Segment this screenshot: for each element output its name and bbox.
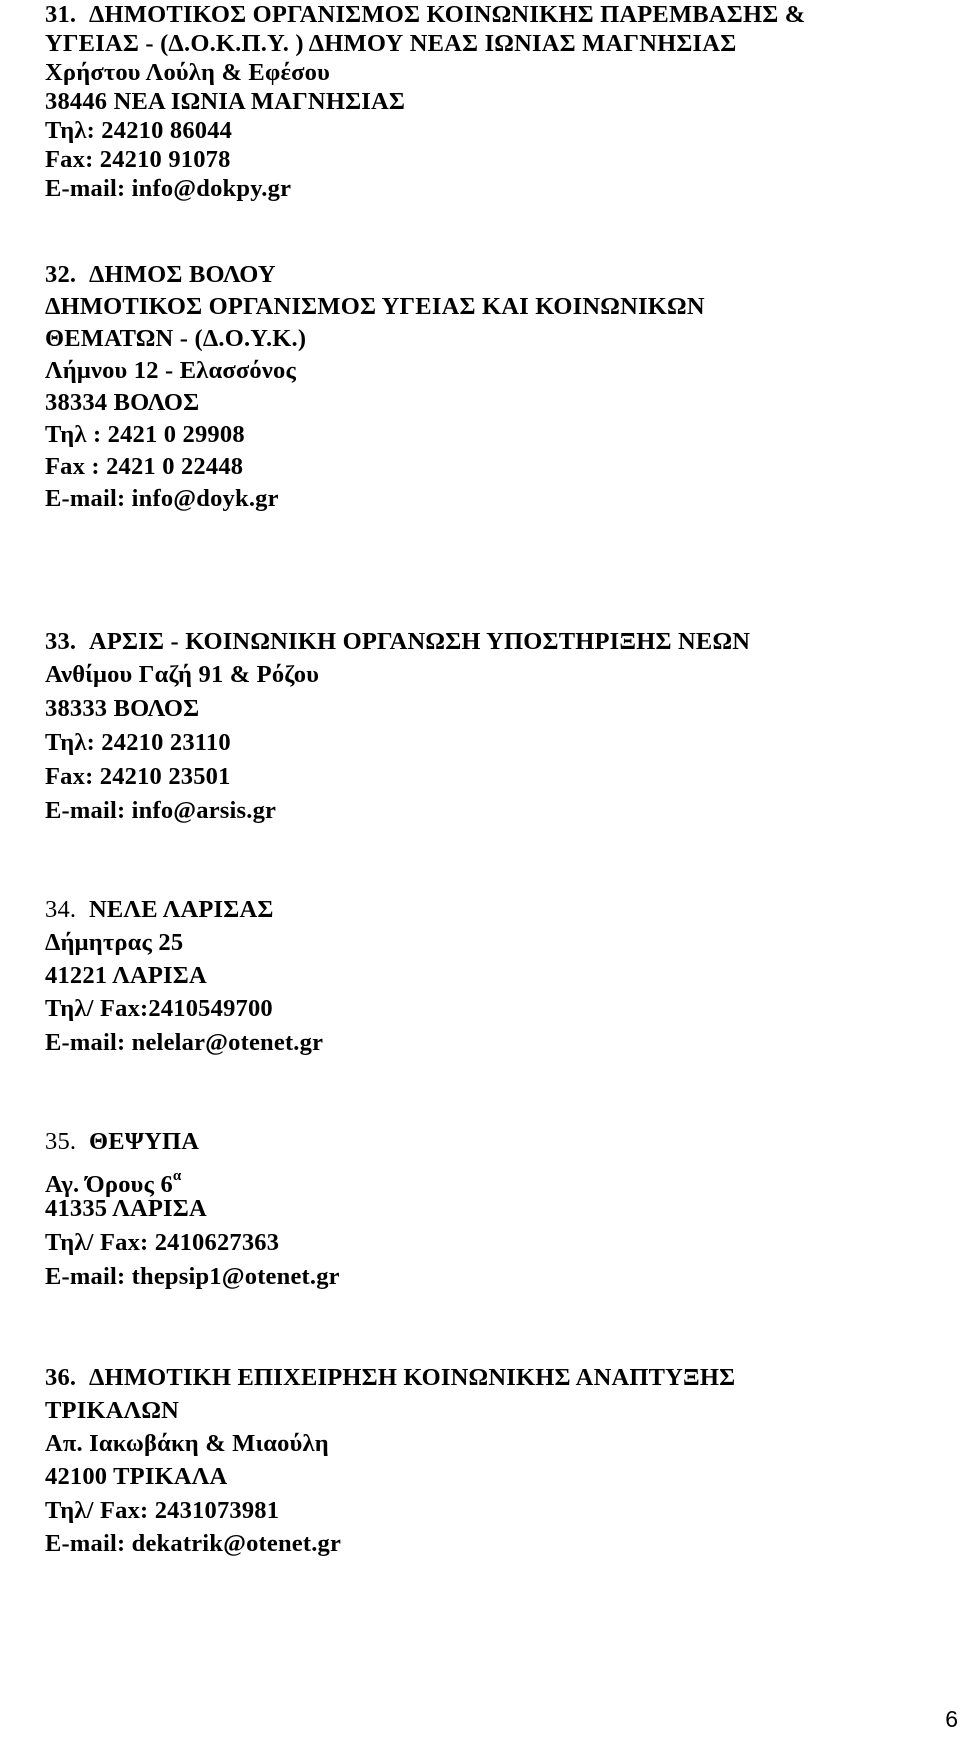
entry-address: Απ. Ιακωβάκη & Μιαούλη [45, 1430, 329, 1457]
entry-fax: Fax: 24210 91078 [45, 146, 231, 173]
entry-number: 32. [45, 261, 77, 288]
entry-address-text: Αγ. Όρους 6 [45, 1171, 173, 1198]
entry-number: 35. [45, 1128, 77, 1155]
entry-name: ΔΗΜΟΤΙΚΟΣ ΟΡΓΑΝΙΣΜΟΣ ΚΟΙΝΩΝΙΚΗΣ ΠΑΡΕΜΒΑΣΗΣ & [89, 1, 806, 28]
entry-name-line [45, 627, 750, 657]
entry-address: Ανθίμου Γαζή 91 & Ρόζου [45, 661, 320, 688]
entry-city: 38334 ΒΟΛΟΣ [45, 389, 200, 416]
entry-email: E-mail: dekatrik@otenet.gr [45, 1530, 342, 1557]
entry-fax: Fax: 24210 23501 [45, 763, 231, 790]
entry-name: ΑΡΣΙΣ - ΚΟΙΝΩΝΙΚΗ ΟΡΓΑΝΩΣΗ ΥΠΟΣΤΗΡΙΞΗΣ ΝΕΩΝ [89, 628, 751, 655]
entry-name-line [45, 1127, 199, 1157]
entry-name-line: ΥΓΕΙΑΣ - (Δ.Ο.Κ.Π.Υ. ) ΔΗΜΟΥ ΝΕΑΣ ΙΩΝΙΑΣ ΜΑΓΝΗΣΙΑΣ [45, 30, 737, 57]
entry-name-line [45, 260, 276, 290]
entry-email: E-mail: info@dokpy.gr [45, 175, 292, 202]
entry-name: ΝΕΛΕ ΛΑΡΙΣΑΣ [89, 896, 274, 923]
entry-phone-fax: Τηλ/ Fax: 2410627363 [45, 1229, 280, 1256]
entry-number: 36. [45, 1364, 77, 1391]
entry-email: E-mail: info@arsis.gr [45, 797, 277, 824]
entry-fax: Fax : 2421 0 22448 [45, 453, 244, 480]
entry-address: Χρήστου Λούλη & Εφέσου [45, 59, 331, 86]
entry-name-line: ΔΗΜΟΤΙΚΟΣ ΟΡΓΑΝΙΣΜΟΣ ΥΓΕΙΑΣ ΚΑΙ ΚΟΙΝΩΝΙΚΩΝ [45, 293, 705, 320]
entry-email: E-mail: nelelar@otenet.gr [45, 1029, 324, 1056]
entry-phone: Τηλ: 24210 86044 [45, 117, 233, 144]
entry-email: E-mail: thepsip1@otenet.gr [45, 1263, 340, 1290]
entry-city: 38446 ΝΕΑ ΙΩΝΙΑ ΜΑΓΝΗΣΙΑΣ [45, 88, 406, 115]
entry-email: E-mail: info@doyk.gr [45, 485, 279, 512]
entry-name: ΔΗΜΟΤΙΚΗ ΕΠΙΧΕΙΡΗΣΗ ΚΟΙΝΩΝΙΚΗΣ ΑΝΑΠΤΥΞΗΣ [89, 1364, 736, 1391]
entry-phone-fax: Τηλ/ Fax:2410549700 [45, 995, 273, 1022]
entry-name: ΘΕΨΥΠΑ [89, 1128, 200, 1155]
entry-name-line: ΤΡΙΚΑΛΩΝ [45, 1397, 180, 1424]
entry-city: 41221 ΛΑΡΙΣΑ [45, 962, 207, 989]
entry-address-superscript: α [172, 1168, 182, 1184]
entry-name: ΔΗΜΟΣ ΒΟΛΟΥ [89, 261, 276, 288]
entry-city: 38333 ΒΟΛΟΣ [45, 695, 200, 722]
entry-city: 42100 ΤΡΙΚΑΛΑ [45, 1463, 228, 1490]
page-number: 6 [945, 1706, 958, 1732]
entry-name-line [45, 0, 805, 30]
entry-name-line: ΘΕΜΑΤΩΝ - (Δ.Ο.Υ.Κ.) [45, 325, 307, 352]
entry-phone-fax: Τηλ/ Fax: 2431073981 [45, 1497, 280, 1524]
entry-number: 31. [45, 1, 77, 28]
entry-number: 33. [45, 628, 77, 655]
entry-address: Δήμητρας 25 [45, 929, 184, 956]
entry-name-line [45, 1363, 735, 1393]
entry-phone: Τηλ : 2421 0 29908 [45, 421, 245, 448]
entry-phone: Τηλ: 24210 23110 [45, 729, 231, 756]
entry-address: Λήμνου 12 - Ελασσόνος [45, 357, 296, 384]
entry-name-line [45, 895, 274, 925]
entry-number: 34. [45, 896, 77, 923]
entry-city: 41335 ΛΑΡΙΣΑ [45, 1195, 207, 1222]
